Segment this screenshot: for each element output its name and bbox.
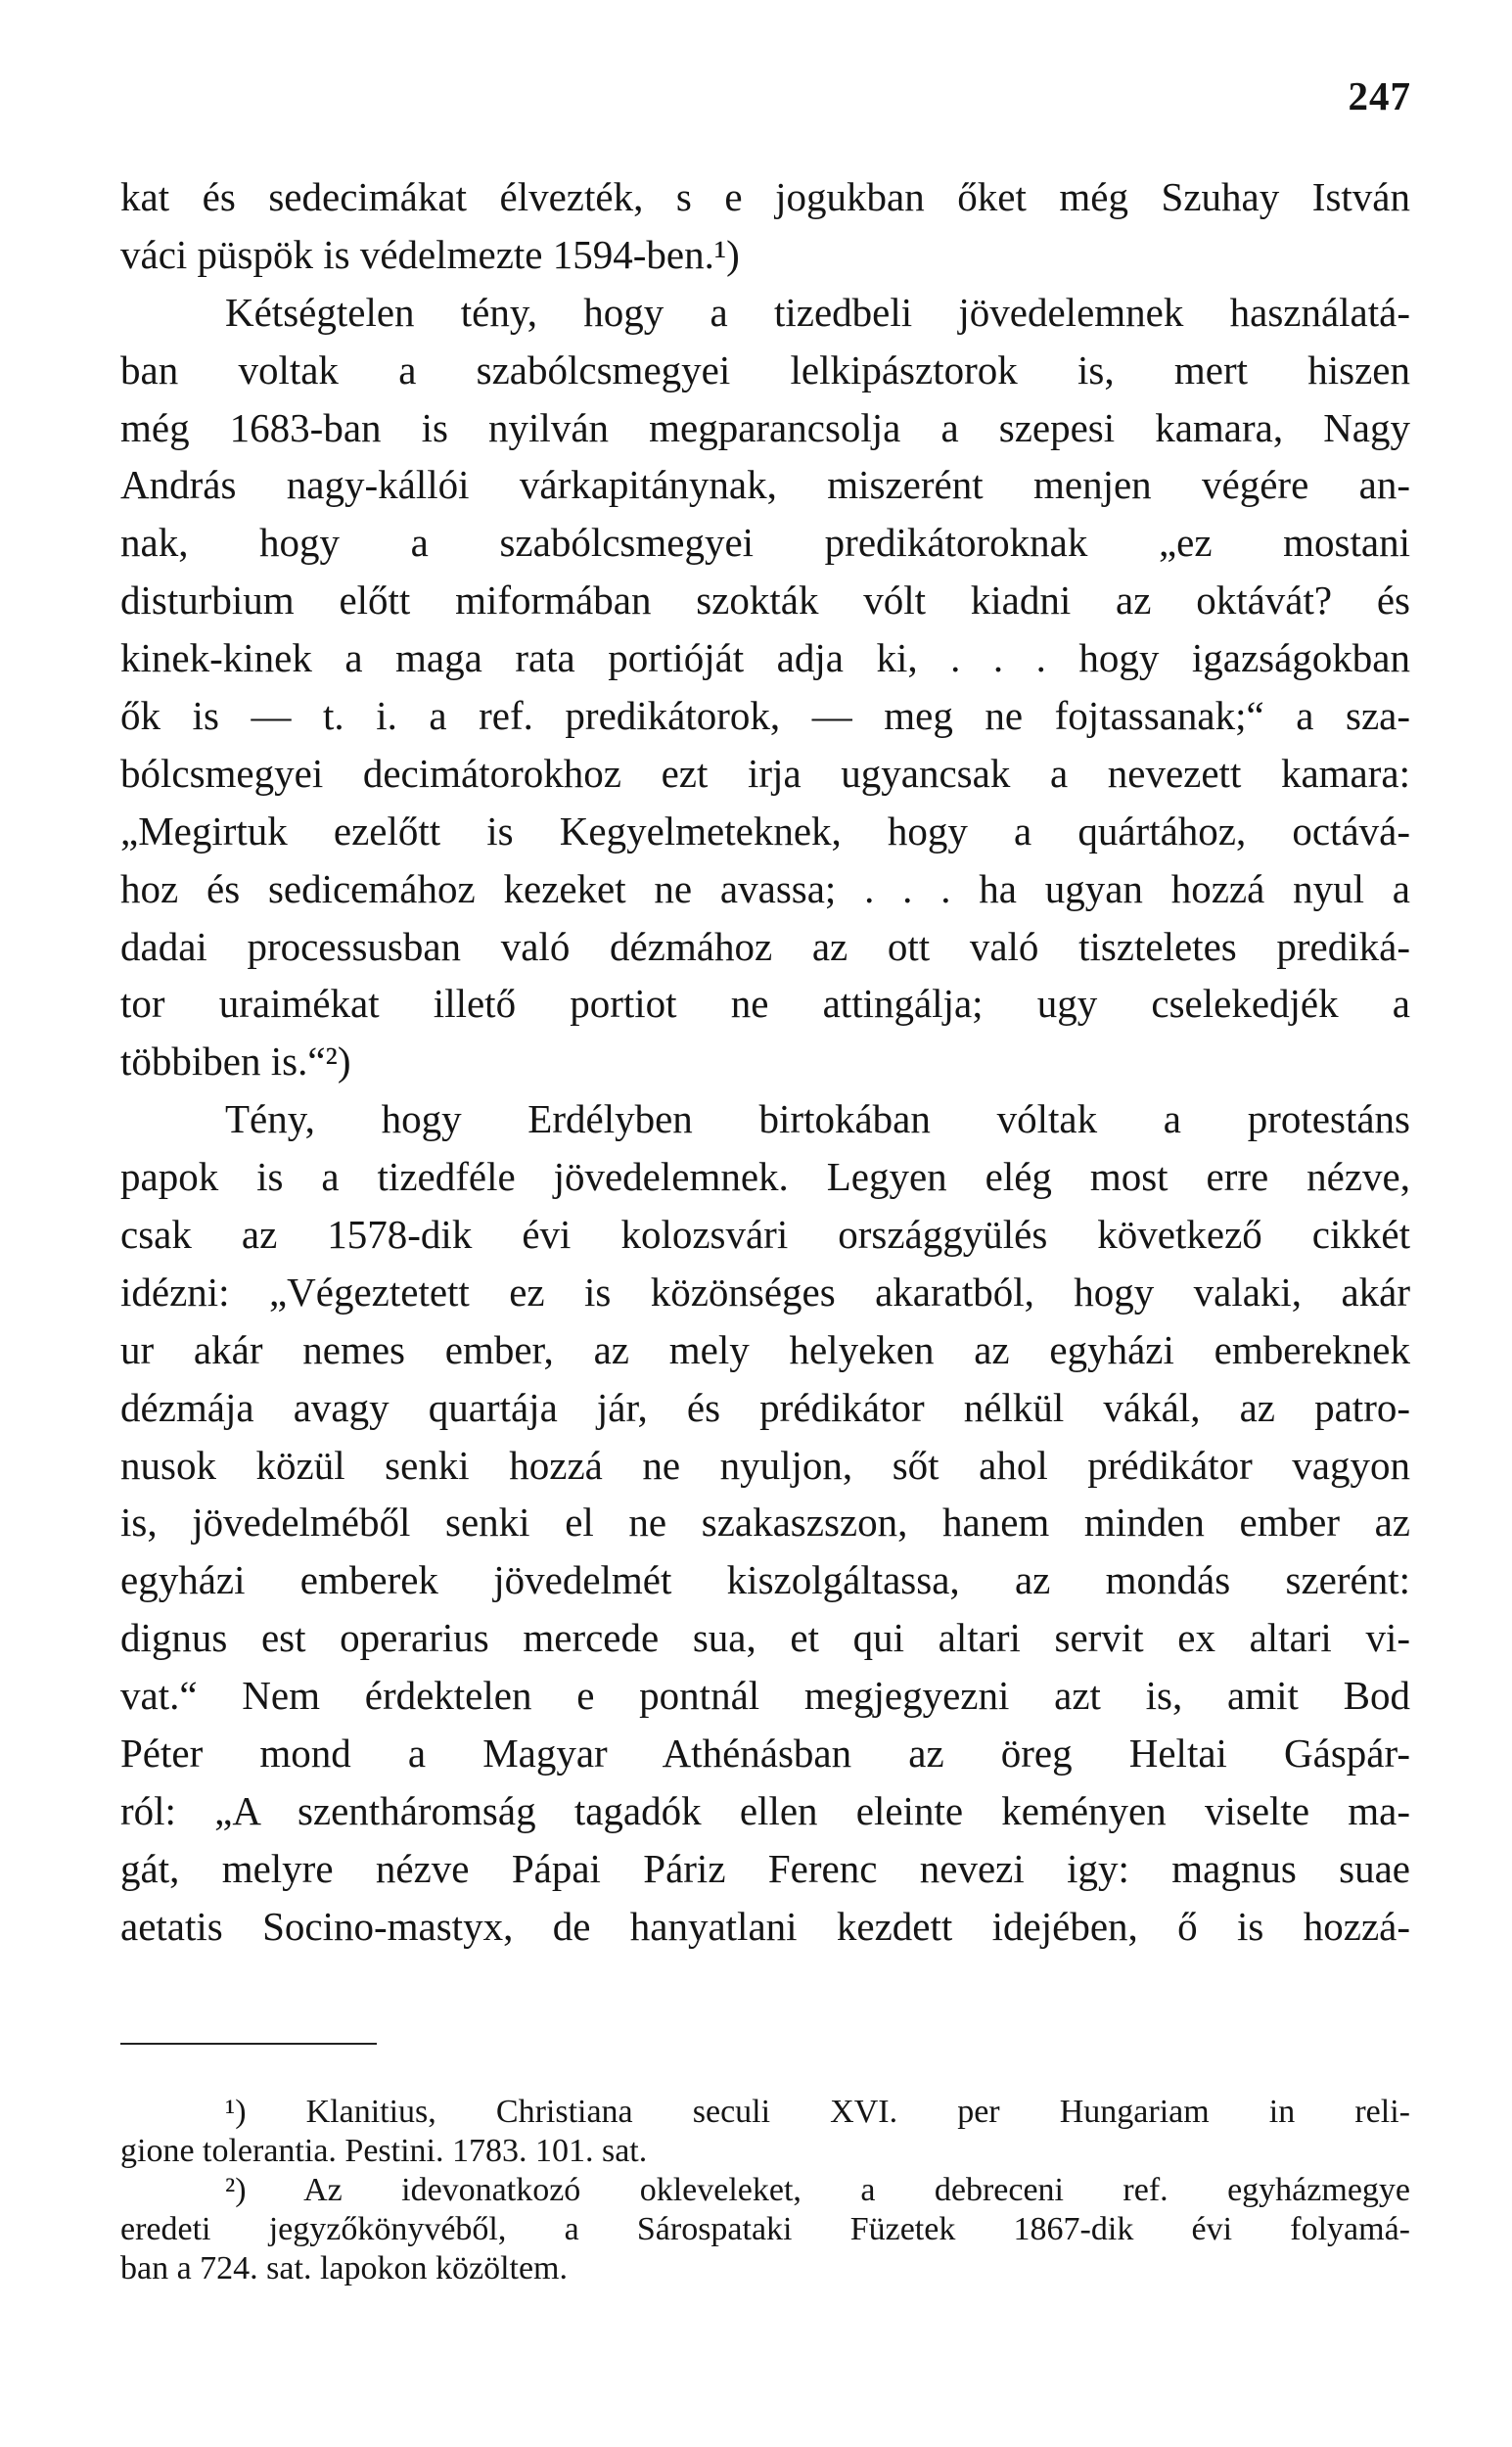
footnote-line: eredeti jegyzőkönyvéből, a Sárospataki Füzetek 1867-dik évi folyamá- bbox=[120, 2211, 1410, 2247]
text-line: „Megirtuk ezelőtt is Kegyelmeteknek, hogy a quártához, octává- bbox=[120, 808, 1410, 854]
text-line: is, jövedelméből senki el ne szakaszszon, hanem minden ember az bbox=[120, 1500, 1410, 1546]
text-line: többiben is.“²) bbox=[120, 1039, 351, 1085]
text-line: egyházi emberek jövedelmét kiszolgáltassa, az mondás szerént: bbox=[120, 1557, 1410, 1603]
footnote-line: gione tolerantia. Pestini. 1783. 101. sat. bbox=[120, 2133, 648, 2169]
text-line: aetatis Socino-mastyx, de hanyatlani kezdett idejében, ő is hozzá- bbox=[120, 1903, 1410, 1949]
text-line: bólcsmegyei decimátorokhoz ezt irja ugyancsak a nevezett kamara: bbox=[120, 750, 1410, 796]
text-line: Péter mond a Magyar Athénásban az öreg Heltai Gáspár- bbox=[120, 1731, 1410, 1777]
text-line: kinek-kinek a maga rata portióját adja ki, . . . hogy igazságokban bbox=[120, 635, 1410, 681]
text-line: disturbium előtt miformában szokták vólt kiadni az oktávát? és bbox=[120, 577, 1410, 623]
body-text bbox=[120, 168, 1410, 1956]
text-line: dézmája avagy quartája jár, és prédikátor nélkül vákál, az patro- bbox=[120, 1384, 1410, 1430]
footnote-line: ²) Az idevonatkozó okleveleket, a debreceni ref. egyházmegye bbox=[225, 2172, 1410, 2208]
footnote-line: ¹) Klanitius, Christiana seculi XVI. per Hungariam in reli- bbox=[225, 2094, 1410, 2130]
page-number: 247 bbox=[1348, 73, 1411, 118]
text-line: nak, hogy a szabólcsmegyei predikátoroknak „ez mostani bbox=[120, 520, 1410, 566]
text-line: tor uraimékat illető portiot ne attingálja; ugy cselekedjék a bbox=[120, 981, 1410, 1027]
text-line: vat.“ Nem érdektelen e pontnál megjegyezni azt is, amit Bod bbox=[120, 1673, 1410, 1719]
text-line: ők is — t. i. a ref. predikátorok, — meg ne fojtassanak;“ a sza- bbox=[120, 693, 1410, 739]
footnote-divider bbox=[120, 2043, 377, 2045]
text-line: dadai processusban való dézmához az ott való tiszteletes prediká- bbox=[120, 923, 1410, 969]
text-line: hoz és sedicemához kezeket ne avassa; . . . ha ugyan hozzá nyul a bbox=[120, 865, 1410, 911]
text-line: ur akár nemes ember, az mely helyeken az egyházi embereknek bbox=[120, 1326, 1410, 1372]
text-line: váci püspök is védelmezte 1594-ben.¹) bbox=[120, 231, 740, 277]
text-line: még 1683-ban is nyilván megparancsolja a szepesi kamara, Nagy bbox=[120, 404, 1410, 450]
footnote-line: ban a 724. sat. lapokon közöltem. bbox=[120, 2250, 569, 2286]
text-line: András nagy-kállói várkapitánynak, miszerént menjen végére an- bbox=[120, 462, 1410, 508]
text-line: gát, melyre nézve Pápai Páriz Ferenc nevezi igy: magnus suae bbox=[120, 1845, 1410, 1891]
text-line: ról: „A szentháromság tagadók ellen eleinte keményen viselte ma- bbox=[120, 1787, 1410, 1833]
text-line: csak az 1578-dik évi kolozsvári országgyülés következő cikkét bbox=[120, 1212, 1410, 1258]
text-line: Tény, hogy Erdélyben birtokában vóltak a protestáns bbox=[225, 1096, 1410, 1142]
text-line: Kétségtelen tény, hogy a tizedbeli jövedelemnek használatá- bbox=[225, 289, 1410, 335]
text-line: idézni: „Végeztetett ez is közönséges akaratból, hogy valaki, akár bbox=[120, 1269, 1410, 1315]
text-line: papok is a tizedféle jövedelemnek. Legyen elég most erre nézve, bbox=[120, 1154, 1410, 1200]
text-line: ban voltak a szabólcsmegyei lelkipásztorok is, mert hiszen bbox=[120, 346, 1410, 392]
text-line: dignus est operarius mercede sua, et qui altari servit ex altari vi- bbox=[120, 1615, 1410, 1661]
footnotes bbox=[120, 2093, 1410, 2288]
text-line: nusok közül senki hozzá ne nyuljon, sőt ahol prédikátor vagyon bbox=[120, 1442, 1410, 1488]
text-line: kat és sedecimákat élvezték, s e jogukban őket még Szuhay István bbox=[120, 174, 1410, 219]
